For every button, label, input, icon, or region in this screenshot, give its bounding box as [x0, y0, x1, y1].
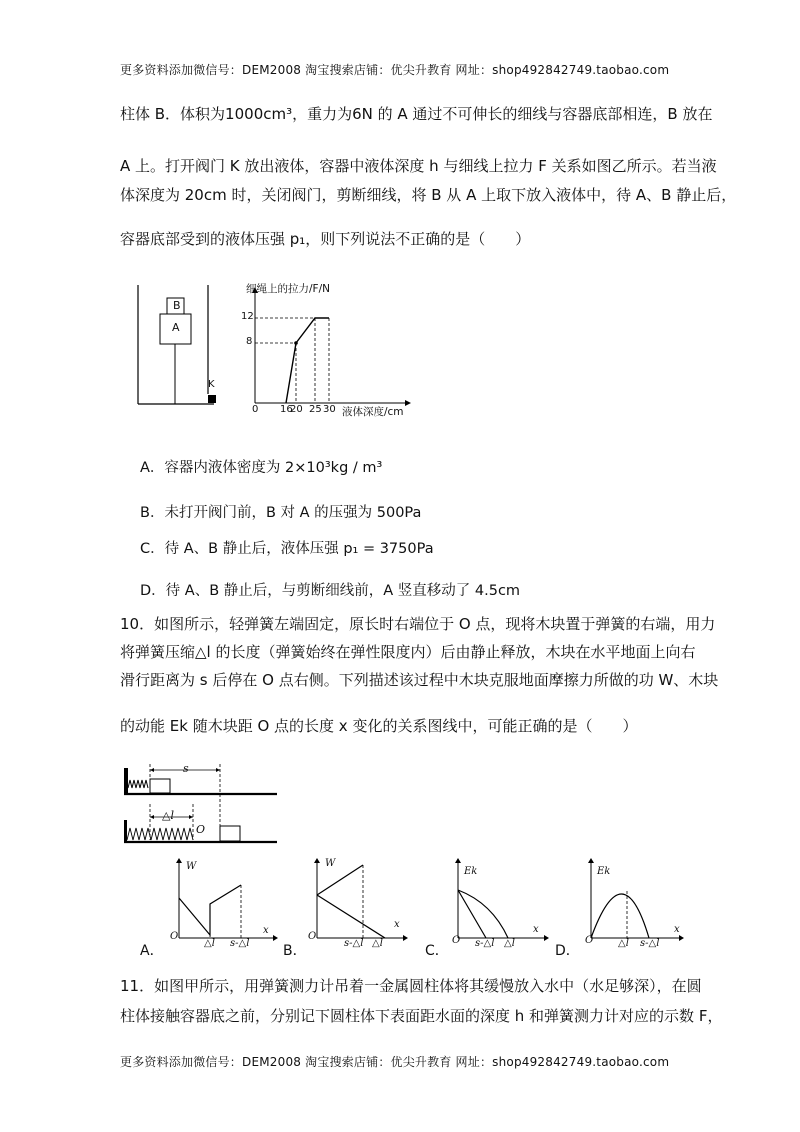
graph-d-t2: s-△l [640, 938, 660, 949]
q10-line-1: 10．如图所示，轻弹簧左端固定，原长时右端位于 O 点，现将木块置于弹簧的右端，用力 [120, 615, 716, 633]
label-a: A [172, 321, 180, 334]
graph-d-option: D． [555, 943, 580, 959]
graph-a-option: A． [140, 943, 164, 959]
x-tick-0: 0 [252, 404, 259, 415]
graph-c-option: C． [425, 943, 449, 959]
graph-a-y: W [186, 861, 197, 872]
graph-a-t2: s-△l [230, 938, 250, 949]
x-tick-16: 16 [280, 404, 293, 415]
q10-line-3: 滑行距离为 s 后停在 O 点右侧。下列描述该过程中木块克服地面摩擦力所做的功 W、木块 [120, 671, 719, 689]
graph-b-t2: △l [372, 938, 383, 949]
graph-a-x: x [263, 925, 269, 936]
label-k: K [208, 379, 215, 390]
graph-d-t1: △l [618, 938, 629, 949]
graph-a-t1: △l [204, 938, 215, 949]
graph-c-x: x [533, 924, 539, 935]
graph-c-t2: △l [504, 938, 515, 949]
graph-x-label: 液体深度/cm [342, 406, 404, 418]
q11-line-2: 柱体接触容器底之前，分别记下圆柱体下表面距水面的深度 h 和弹簧测力计对应的示数 F， [120, 1007, 723, 1025]
label-o: O [196, 823, 206, 836]
q10-line-2: 将弹簧压缩△l 的长度（弹簧始终在弹性限度内）后由静止释放，木块在水平地面上向右 [120, 643, 696, 661]
graph-c-o: O [452, 935, 461, 946]
q9-line-2: A 上。打开阀门 K 放出液体，容器中液体深度 h 与细线上拉力 F 关系如图乙所示。若当液 [120, 157, 717, 175]
graph-y-label: 细绳上的拉力/F/N [246, 283, 330, 295]
label-b: B [173, 299, 181, 312]
graph-b-t1: s-△l [344, 938, 364, 949]
q9-option-a: A．容器内液体密度为 2×10³kg / m³ [140, 460, 383, 476]
y-tick-12: 12 [241, 311, 254, 322]
graph-b [305, 855, 420, 950]
x-tick-25: 25 [309, 404, 322, 415]
x-tick-30: 30 [323, 404, 336, 415]
graph-d-y: Ek [597, 866, 611, 877]
q11-line-1: 11．如图甲所示，用弹簧测力计吊着一金属圆柱体将其缓慢放入水中（水足够深），在圆 [120, 977, 702, 995]
q9-line-4: 容器底部受到的液体压强 p₁，则下列说法不正确的是（ ） [120, 230, 531, 248]
label-delta-l: △l [162, 809, 174, 822]
graph-b-o: O [308, 931, 317, 942]
graph-b-option: B． [283, 943, 307, 959]
graph-b-y: W [325, 858, 336, 869]
graph-d-o: O [585, 935, 594, 946]
q9-line-3: 体深度为 20cm 时，关闭阀门，剪断细线，将 B 从 A 上取下放入液体中，待 A、B 静止后， [120, 186, 737, 204]
valve-k-icon [208, 395, 216, 403]
y-tick-8: 8 [246, 336, 253, 347]
q9-option-d: D．待 A、B 静止后，与剪断细线前，A 竖直移动了 4.5cm [140, 583, 521, 599]
page-footer: 更多资料添加微信号：DEM2008 淘宝搜索店铺：优尖升教育 网址：shop492842749.taobao.com [120, 1055, 670, 1069]
q10-line-4: 的动能 Ek 随木块距 O 点的长度 x 变化的关系图线中，可能正确的是（ ） [120, 717, 638, 735]
x-tick-20: 20 [290, 404, 303, 415]
q9-line-1: 柱体 B．体积为1000cm³，重力为6N 的 A 通过不可伸长的细线与容器底部相连，B 放在 [120, 105, 713, 123]
graph-a-o: O [170, 931, 179, 942]
q9-option-c: C．待 A、B 静止后，液体压强 p₁ = 3750Pa [140, 541, 434, 557]
graph-b-x: x [394, 919, 400, 930]
spring-figure [120, 760, 280, 850]
graph-d-x: x [674, 924, 680, 935]
force-depth-graph [230, 275, 420, 425]
graph-c-t1: s-△l [475, 938, 495, 949]
graph-c-y: Ek [464, 866, 478, 877]
page-header: 更多资料添加微信号：DEM2008 淘宝搜索店铺：优尖升教育 网址：shop492842749.taobao.com [120, 63, 670, 77]
q9-option-b: B．未打开阀门前，B 对 A 的压强为 500Pa [140, 505, 422, 521]
label-s: s [183, 762, 189, 775]
